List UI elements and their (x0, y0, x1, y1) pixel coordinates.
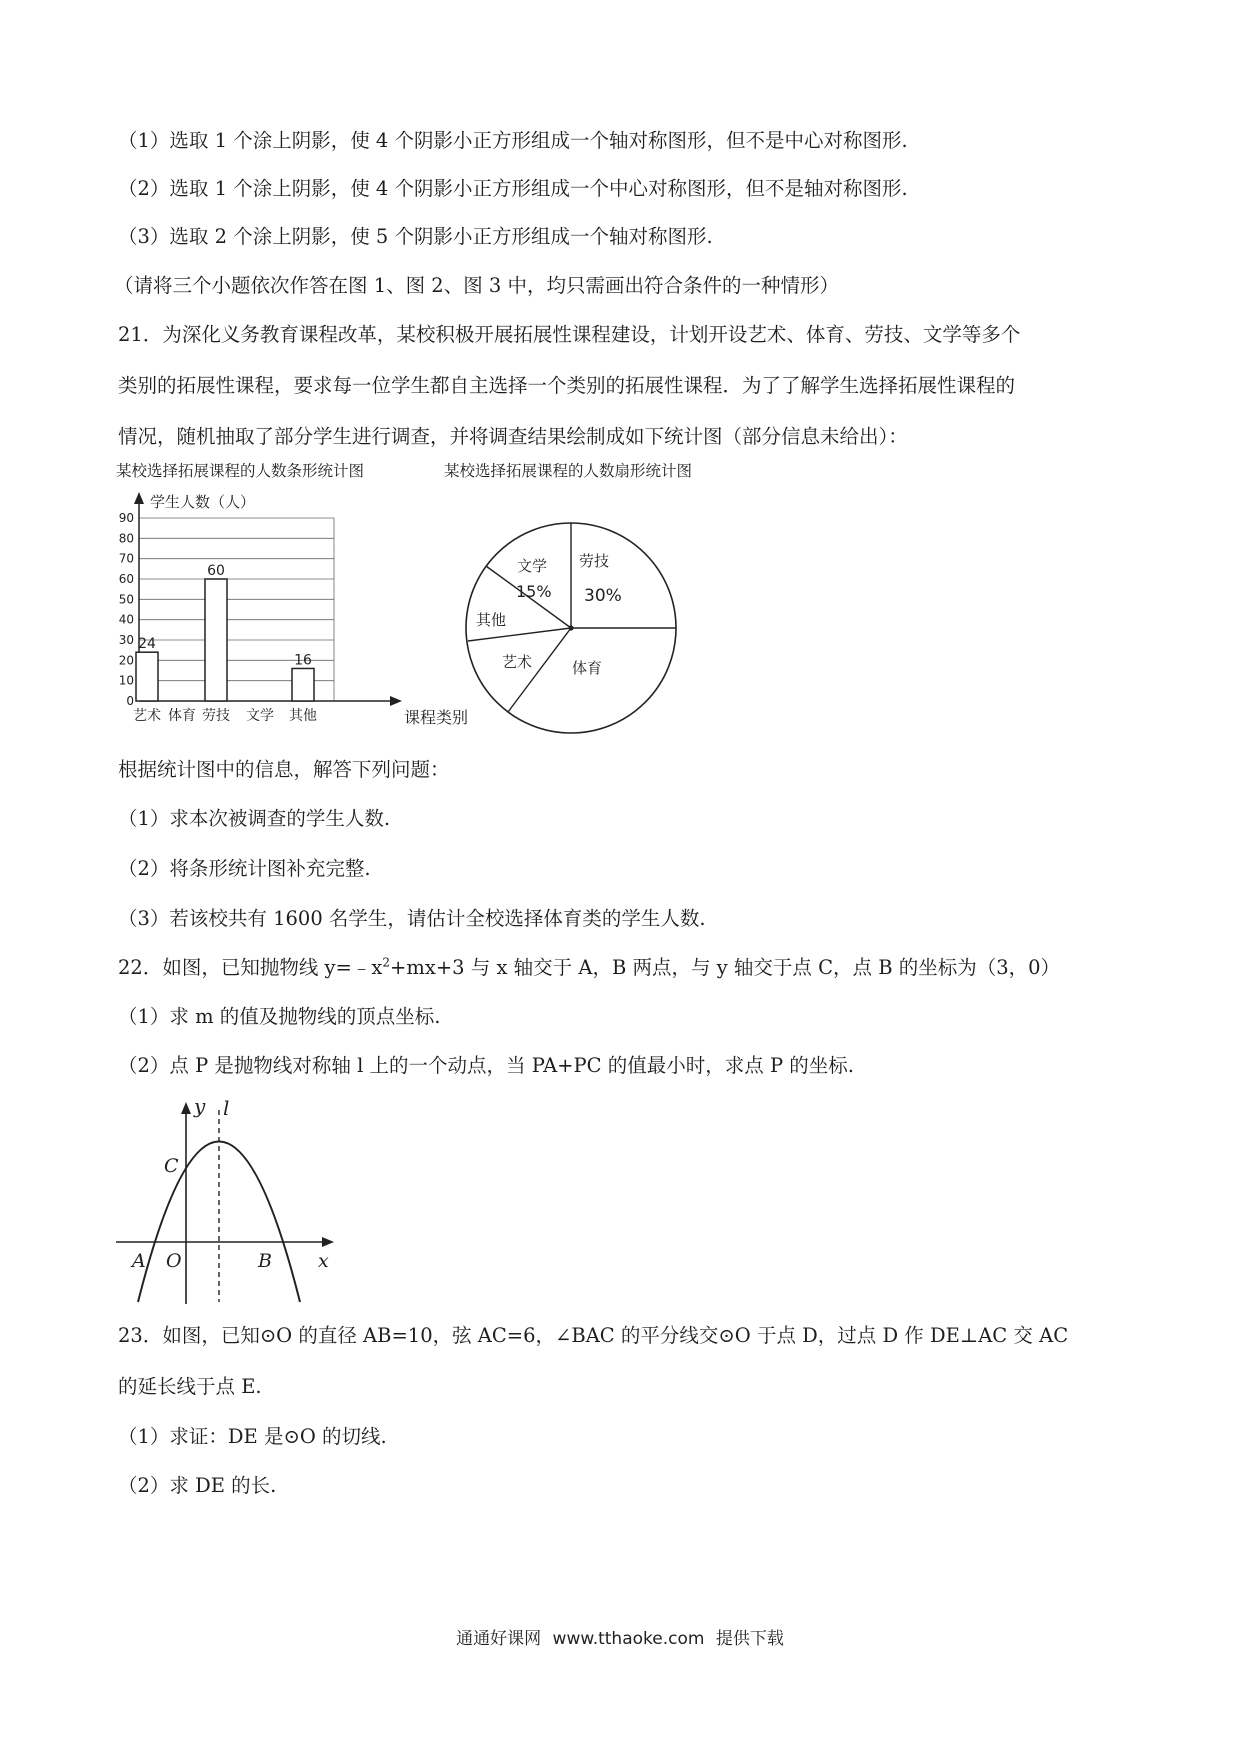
bar-y-tick-label: 50 (118, 592, 134, 607)
pie-divider-left-lower (468, 628, 571, 641)
bar-data-label: 16 (294, 652, 312, 669)
bar-y-tick-label: 0 (126, 694, 134, 708)
pie-chart (436, 456, 726, 746)
bar-category-label: 文学 (246, 708, 274, 724)
label-a: A (132, 1250, 146, 1272)
q21-item-2: （2）将条形统计图补充完整. (118, 857, 371, 880)
q20-item-2: （2）选取 1 个涂上阴影，使 4 个阴影小正方形组成一个中心对称图形，但不是轴对称图形. (118, 177, 908, 200)
q21-prompt: 根据统计图中的信息，解答下列问题： (118, 758, 450, 781)
pie-label-qita: 其他 (476, 611, 507, 629)
bar-chart-x-axis-arrow (390, 696, 402, 706)
pie-value-laoji: 30% (584, 586, 622, 606)
footer-url[interactable]: www.tthaoke.com (552, 1629, 705, 1649)
bar-data-label: 60 (207, 563, 225, 579)
parabola-diagram (116, 1096, 336, 1306)
pie-center-point (568, 625, 573, 630)
q23-item-2: （2）求 DE 的长. (118, 1474, 277, 1497)
q22-stem-pre: 22．如图，已知抛物线 y=﹣x (118, 956, 383, 979)
label-l: l (223, 1096, 230, 1120)
bar-y-tick-label: 10 (118, 673, 134, 688)
bar-chart (112, 456, 492, 746)
q21-item-3: （3）若该校共有 1600 名学生，请估计全校选择体育类的学生人数. (118, 907, 706, 930)
pie-label-tiyu: 体育 (572, 659, 603, 677)
label-y: y (194, 1096, 206, 1118)
footer-site: 通通好课网 (456, 1629, 542, 1649)
q20-item-1: （1）选取 1 个涂上阴影，使 4 个阴影小正方形组成一个轴对称图形，但不是中心对称图形. (118, 129, 908, 152)
bar-category-label: 其他 (289, 708, 317, 724)
bar-chart-y-ticks (119, 511, 134, 708)
page-footer (0, 1624, 1240, 1649)
bar-category-label: 体育 (168, 708, 196, 724)
pie-chart-title: 某校选择拓展课程的人数扇形统计图 (444, 462, 693, 480)
label-b: B (258, 1250, 272, 1272)
bar-chart-figure (112, 456, 492, 746)
q20-note: （请将三个小题依次作答在图 1、图 2、图 3 中，均只需画出符合条件的一种情形） (114, 274, 840, 297)
pie-label-laoji: 劳技 (579, 552, 610, 570)
bar-category-label: 艺术 (133, 708, 161, 724)
pie-value-wenxue: 15% (516, 582, 552, 601)
q20-item-3: （3）选取 2 个涂上阴影，使 5 个阴影小正方形组成一个轴对称图形. (118, 225, 713, 248)
bar-chart-y-axis-arrow (134, 492, 144, 504)
bar-y-tick-label: 30 (118, 633, 134, 647)
label-o: O (166, 1250, 182, 1272)
q22-stem-post: +mx+3 与 x 轴交于 A，B 两点，与 y 轴交于点 C，点 B 的坐标为（3，0） (390, 956, 1061, 979)
bar-y-tick-label: 80 (118, 531, 134, 546)
bar-4 (292, 668, 314, 701)
q22-stem-sup: 2 (382, 955, 391, 970)
bar-data-label: 24 (138, 636, 156, 653)
y-axis-arrow (181, 1102, 191, 1114)
bar-y-tick-label: 70 (118, 551, 134, 566)
bar-chart-xlabel: 课程类别 (404, 708, 469, 727)
pie-label-wenxue: 文学 (517, 557, 548, 575)
q21-stem-line-2: 类别的拓展性课程，要求每一位学生都自主选择一个类别的拓展性课程．为了了解学生选择拓展性课程的 (118, 374, 1016, 397)
label-c: C (164, 1155, 179, 1177)
bar-y-tick-label: 90 (118, 511, 134, 525)
bar-0 (136, 652, 158, 701)
bar-chart-title: 某校选择拓展课程的人数条形统计图 (116, 462, 365, 480)
bar-y-tick-label: 20 (118, 653, 134, 668)
bar-y-tick-label: 40 (118, 612, 134, 627)
q22-stem (118, 954, 1060, 982)
q21-item-1: （1）求本次被调查的学生人数. (118, 807, 391, 830)
q23-stem-line-1: 23．如图，已知⊙O 的直径 AB=10，弦 AC=6，∠BAC 的平分线交⊙O 于点 D，过点 D 作 DE⊥AC 交 AC (118, 1324, 1069, 1347)
parabola-figure (116, 1096, 336, 1306)
q23-item-1: （1）求证：DE 是⊙O 的切线. (118, 1425, 387, 1448)
q23-stem-line-2: 的延长线于点 E. (118, 1375, 262, 1398)
q22-item-1: （1）求 m 的值及抛物线的顶点坐标. (118, 1005, 441, 1028)
pie-chart-figure (436, 456, 726, 746)
pie-label-yishu: 艺术 (502, 653, 533, 671)
q21-stem-line-1: 21．为深化义务教育课程改革，某校积极开展拓展性课程建设，计划开设艺术、体育、劳技、文学等多个 (118, 323, 1021, 346)
x-axis-arrow (322, 1237, 334, 1247)
bar-category-label: 劳技 (202, 708, 230, 724)
footer-action: 提供下载 (715, 1629, 784, 1649)
label-x: x (318, 1250, 329, 1272)
q22-item-2: （2）点 P 是抛物线对称轴 l 上的一个动点，当 PA+PC 的值最小时，求点 P 的坐标. (118, 1054, 854, 1077)
bar-y-tick-label: 60 (118, 572, 134, 586)
bar-chart-categories (133, 707, 317, 724)
q21-stem-line-3: 情况，随机抽取了部分学生进行调查，并将调查结果绘制成如下统计图（部分信息未给出）： (118, 425, 908, 448)
bar-2 (205, 579, 227, 701)
bar-chart-ylabel: 学生人数（人） (150, 493, 256, 511)
